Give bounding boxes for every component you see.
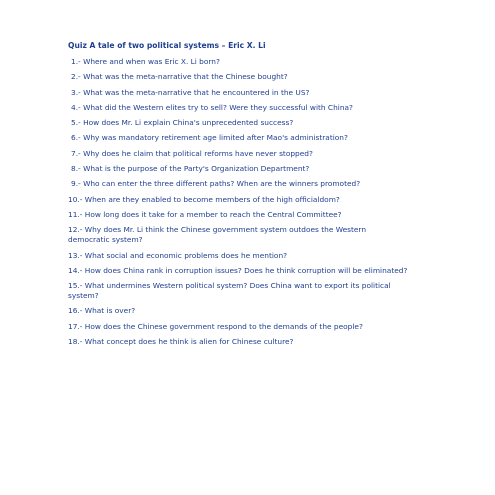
- question-7: 7.- Why does he claim that political reforms have never stopped?: [71, 148, 313, 158]
- question-9: 9.- Who can enter the three different paths? When are the winners promoted?: [71, 179, 361, 189]
- question-5: 5.- How does Mr. Li explain China's unprecedented success?: [71, 118, 294, 128]
- question-16: 16.- What is over?: [68, 306, 136, 316]
- question-10: 10.- When are they enabled to become members of the high officialdom?: [68, 194, 340, 204]
- quiz-document: [68, 41, 413, 352]
- question-6: 6.- Why was mandatory retirement age limited after Mao's administration?: [71, 133, 348, 143]
- question-8: 8.- What is the purpose of the Party's Organization Department?: [71, 164, 310, 174]
- question-3: 3.- What was the meta-narrative that he encountered in the US?: [71, 87, 310, 97]
- question-17: 17.- How does the Chinese government respond to the demands of the people?: [68, 321, 363, 331]
- question-15: 15.- What undermines Western political system? Does China want to export its political system?: [68, 281, 391, 301]
- question-4: 4.- What did the Western elites try to sell? Were they successful with China?: [71, 102, 353, 112]
- question-1: 1.- Where and when was Eric X. Li born?: [71, 57, 220, 66]
- question-2: 2.- What was the meta-narrative that the Chinese bought?: [71, 72, 288, 82]
- question-12: 12.- Why does Mr. Li think the Chinese government system outdoes the Western democratic system?: [68, 225, 367, 245]
- quiz-title: Quiz A tale of two political systems – Eric X. Li: [68, 41, 266, 50]
- question-11: 11.- How long does it take for a member to reach the Central Committee?: [68, 209, 342, 219]
- question-18: 18.- What concept does he think is alien for Chinese culture?: [68, 337, 294, 347]
- question-13: 13.- What social and economic problems does he mention?: [68, 250, 288, 260]
- question-14: 14.- How does China rank in corruption issues? Does he think corruption will be eliminated?: [68, 265, 408, 275]
